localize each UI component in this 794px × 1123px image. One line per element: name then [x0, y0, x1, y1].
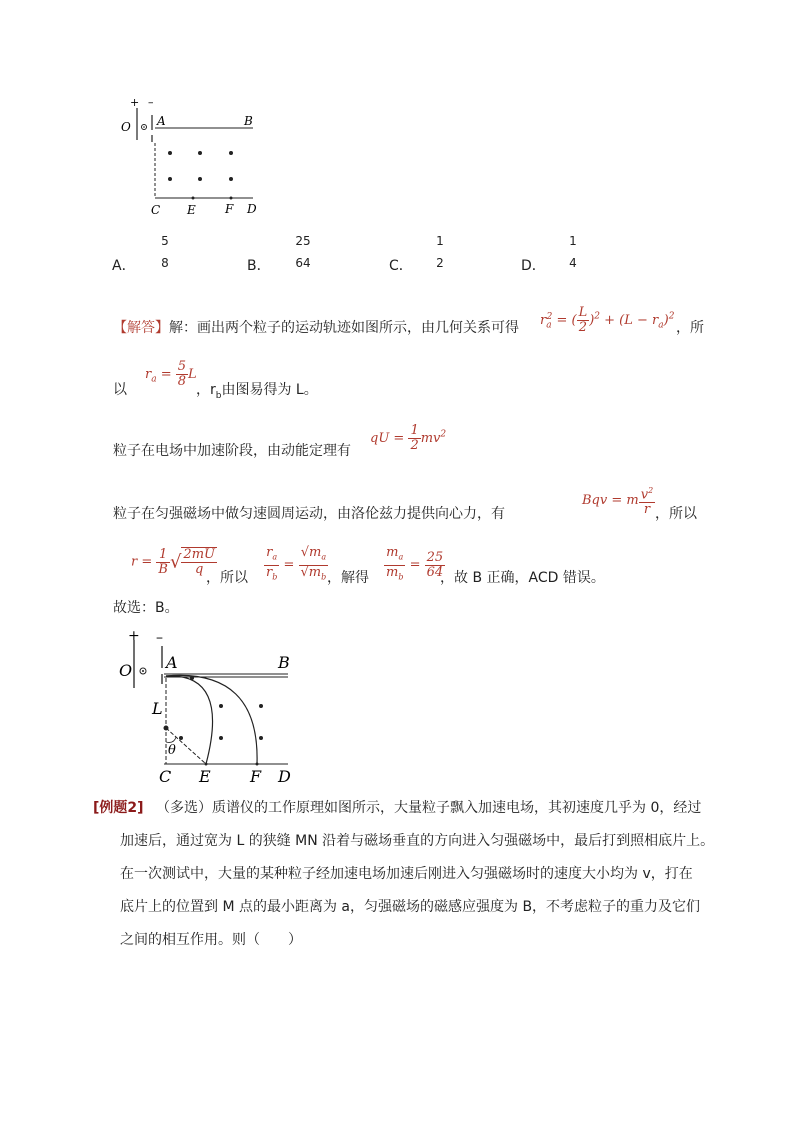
- example-2-line-1: [93, 792, 733, 825]
- example-2-line-2: 加速后，通过宽为 L 的狭缝 MN 沿着与磁场垂直的方向进入匀强磁场中，最后打到照相底片上。: [120, 833, 715, 849]
- fig2-label-L: L: [152, 699, 163, 718]
- figure-1: [115, 95, 275, 220]
- fig2-label-O: O: [119, 661, 133, 680]
- figure-2-svg: [110, 628, 300, 788]
- option-a-letter: A．: [112, 258, 136, 274]
- option-a-den: 8: [161, 256, 169, 270]
- option-b-letter: B．: [247, 258, 271, 274]
- option-c-fraction: [434, 233, 446, 271]
- solution-line-4-end: ，所以: [655, 506, 697, 522]
- example-2-line-1-text: （多选）质谱仪的工作原理如图所示，大量粒子飘入加速电场，其初速度几乎为 0，经过: [156, 800, 702, 816]
- solution-line-5-b: ，解得: [327, 570, 369, 586]
- formula-ra: $r_a$ = $\frac{5}{8}$ L: [145, 359, 197, 389]
- option-d-letter: D．: [521, 258, 546, 274]
- fig2-label-B: B: [278, 653, 290, 672]
- formula-geometry: $r_a^2$ = ( $\frac{L}{2}$ )$^2 + (L - r_a)^2$: [540, 305, 675, 335]
- solution-line-3: 粒子在电场中加速阶段，由动能定理有: [113, 443, 351, 459]
- option-b-den: 64: [295, 256, 311, 270]
- fig1-minus-label: –: [148, 96, 154, 109]
- solution-line-4: 粒子在匀强磁场中做匀速圆周运动，由洛伦兹力提供向心力，有: [113, 506, 505, 522]
- option-c-den: 2: [436, 256, 444, 270]
- solution-line-1-text: 解：画出两个粒子的运动轨迹如图所示，由几何关系可得: [169, 320, 519, 336]
- solution-line-2-rest: 由图易得为 L。: [221, 382, 318, 398]
- field-dots-2: [164, 676, 264, 766]
- option-b-fraction: [293, 233, 313, 271]
- fig2-label-F: F: [250, 767, 262, 786]
- option-d-num: 1: [569, 234, 577, 248]
- example-2-line-5: 之间的相互作用。则（ ）: [120, 932, 302, 948]
- solution-line-5-c: ，故 B 正确，ACD 错误。: [440, 570, 605, 586]
- example-2-line-3: 在一次测试中，大量的某种粒子经加速电场加速后刚进入匀强磁场时的速度大小均为 v，打在: [120, 866, 693, 882]
- example-2-line-4: 底片上的位置到 M 点的最小距离为 a，匀强磁场的磁感应强度为 B，不考虑粒子的重力及它们: [120, 899, 701, 915]
- fig2-minus-label: –: [156, 630, 163, 646]
- example-2: [93, 792, 733, 957]
- rb-subscript: b: [215, 390, 222, 401]
- option-a-fraction: [158, 233, 172, 271]
- figure-2: [110, 628, 300, 788]
- solution-line-5-a: ，所以: [206, 570, 248, 586]
- fig2-plus-label: +: [128, 628, 140, 644]
- fig2-label-C: C: [159, 767, 172, 786]
- solution-line-1-end: ，所: [676, 320, 704, 336]
- option-d-den: 4: [569, 256, 577, 270]
- option-d-fraction: [567, 233, 579, 271]
- fig1-label-C: C: [151, 203, 161, 217]
- example-2-tag: [例题2]: [93, 800, 144, 816]
- solution-tag: 【解答】: [113, 320, 169, 336]
- option-b-num: 25: [295, 234, 311, 248]
- formula-energy: qU = $\frac{1}{2}$ $mv^2$: [370, 423, 447, 453]
- field-dots: [168, 151, 233, 200]
- fig2-label-E: E: [199, 767, 211, 786]
- fig1-label-A: A: [157, 114, 166, 128]
- formula-radius: r = $\frac{1}{B}$ √ $\frac{2mU}{q}$: [131, 546, 215, 577]
- formula-ratio-r: $\frac{r_a}{r_b}$ = $\frac{√m_a}{√m_b}$: [266, 545, 327, 582]
- solution-line-2-prefix: 以: [113, 382, 127, 398]
- option-a-num: 5: [161, 234, 169, 248]
- option-c-letter: C．: [389, 258, 413, 274]
- rb-symbol: ，r: [196, 382, 216, 398]
- fig1-plus-label: +: [130, 96, 140, 109]
- fig1-label-E: E: [187, 203, 196, 217]
- figure-1-svg: [115, 95, 275, 220]
- formula-lorentz: Bqv = m $\frac{v^2}{r}$: [582, 486, 654, 518]
- solution-answer: 故选：B。: [113, 600, 179, 616]
- fig2-label-theta: θ: [168, 743, 176, 758]
- fig1-label-D: D: [247, 202, 257, 216]
- fig1-label-F: F: [225, 202, 234, 216]
- fig2-label-D: D: [278, 767, 291, 786]
- solution-line-1: [113, 318, 519, 338]
- fig2-label-A: A: [166, 653, 178, 672]
- fig1-label-B: B: [244, 114, 253, 128]
- solution-line-2-suffix: [196, 380, 318, 406]
- option-c-num: 1: [436, 234, 444, 248]
- fig1-label-O: O: [121, 120, 131, 134]
- formula-ratio-m: $\frac{m_a}{m_b}$ = $\frac{25}{64}$: [386, 545, 444, 582]
